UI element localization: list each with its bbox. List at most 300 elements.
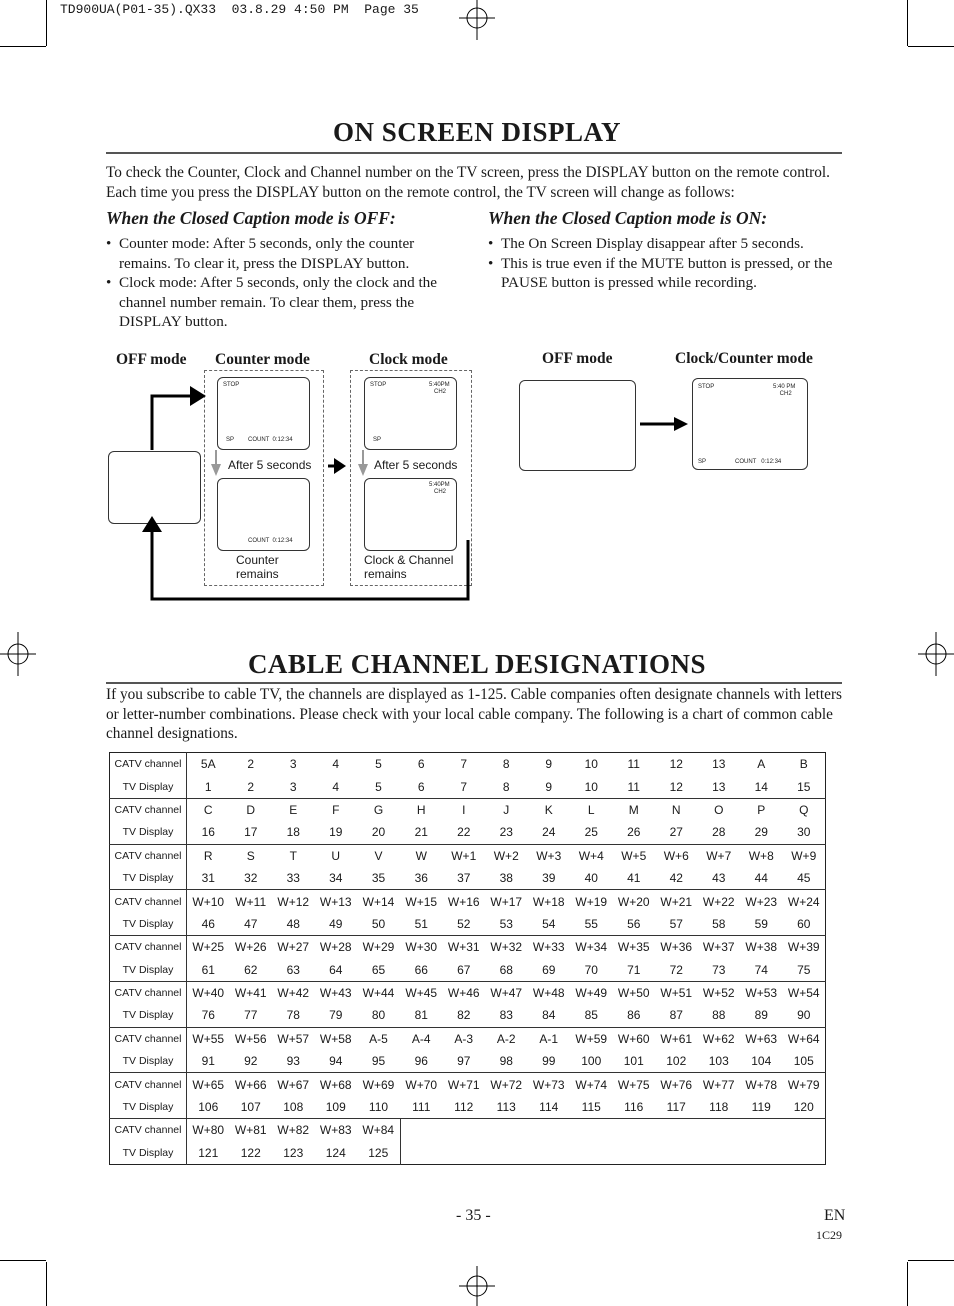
- cc-on-list: [488, 234, 848, 293]
- tv-display-cell: 27: [669, 825, 683, 840]
- catv-channel-cell: W+24: [783, 890, 826, 913]
- tv-display-cell: 2: [247, 779, 255, 794]
- clock-channel-remains-label: Clock & Channel remains: [364, 553, 454, 581]
- page-code: 1C29: [816, 1228, 843, 1242]
- catv-channel-cell: W+14: [357, 890, 400, 913]
- tv-display-cell: 59: [754, 916, 768, 931]
- screen-sp-text: SP: [226, 437, 235, 443]
- catv-channel-cell: W+58: [315, 1027, 358, 1050]
- screen-time-text: 5:40PM CH2: [429, 482, 450, 495]
- tv-display-cell: 67: [457, 962, 471, 977]
- row-label: CATV channel: [110, 753, 187, 776]
- tv-display-cell: 48: [286, 916, 300, 931]
- tv-display-cell: 70: [584, 962, 598, 977]
- catv-channel-cell: W+75: [613, 1073, 656, 1096]
- row-label: TV Display: [110, 1096, 187, 1119]
- catv-channel-cell: N: [655, 798, 698, 821]
- cc-on-bullet: • The On Screen Display disappear after 5 seconds.: [488, 234, 848, 254]
- tv-display-cell: 125: [357, 1142, 400, 1165]
- screen-time-text: 5:40PM CH2: [429, 382, 450, 395]
- tv-display-cell: 82: [457, 1008, 471, 1023]
- cable-title: CABLE CHANNEL DESIGNATIONS: [247, 649, 707, 679]
- tv-display-row: [110, 821, 826, 844]
- crop-mark: [907, 0, 908, 46]
- tv-display-cell: 1: [204, 779, 212, 794]
- catv-channel-cell: W+10: [187, 890, 230, 913]
- catv-channel-cell: W+11: [230, 890, 273, 913]
- row-label: CATV channel: [110, 1027, 187, 1050]
- tv-display-cell: 105: [793, 1054, 814, 1069]
- row-label: CATV channel: [110, 844, 187, 867]
- tv-display-cell: 112: [454, 1100, 474, 1115]
- tv-display-cell: 91: [201, 1054, 215, 1069]
- tv-display-cell: 124: [325, 1145, 346, 1160]
- tv-display-cell: 37: [457, 871, 471, 886]
- catv-channel-cell: W+7: [698, 844, 741, 867]
- catv-channel-cell: W+26: [230, 936, 273, 959]
- mode-flow-arrows: [100, 380, 480, 605]
- catv-channel-cell: W+82: [272, 1119, 315, 1142]
- tv-display-cell: 119: [751, 1100, 771, 1115]
- off-mode-label: OFF mode: [116, 351, 187, 368]
- catv-channel-cell: W+45: [400, 981, 443, 1004]
- tv-display-cell: 14: [754, 779, 768, 794]
- cc-off-heading: When the Closed Caption mode is OFF:: [106, 208, 396, 228]
- tv-display-cell: 115: [581, 1100, 601, 1115]
- catv-channel-cell: 3: [289, 757, 297, 772]
- tv-display-cell: 100: [581, 1054, 602, 1069]
- tv-display-cell: 103: [708, 1054, 729, 1069]
- tv-display-cell: 123: [283, 1145, 304, 1160]
- catv-channel-cell: W+53: [740, 981, 783, 1004]
- screen-time-text: 5:40 PM CH2: [773, 384, 796, 397]
- catv-channel-cell: W+79: [783, 1073, 826, 1096]
- tv-display-row: [110, 1096, 826, 1119]
- tv-display-cell: 118: [709, 1100, 729, 1115]
- catv-channel-cell: W+2: [485, 844, 528, 867]
- catv-channel-cell: W+33: [528, 936, 571, 959]
- catv-channel-cell: W+39: [783, 936, 826, 959]
- catv-channel-cell: 2: [247, 757, 255, 772]
- catv-channel-cell: W+68: [315, 1073, 358, 1096]
- title-rule: [106, 682, 842, 684]
- catv-channel-cell: W+71: [443, 1073, 486, 1096]
- catv-channel-cell: W+67: [272, 1073, 315, 1096]
- tv-display-cell: 51: [414, 916, 428, 931]
- catv-channel-cell: W+3: [528, 844, 571, 867]
- catv-channel-cell: W+62: [698, 1027, 741, 1050]
- cc-on-bullet: • This is true even if the MUTE button is pressed, or the PAUSE button is pressed while recording.: [488, 254, 848, 293]
- tv-display-cell: 97: [457, 1054, 471, 1069]
- catv-channel-cell: 5A: [200, 757, 216, 772]
- catv-channel-cell: J: [485, 798, 528, 821]
- tv-display-cell: 74: [754, 962, 768, 977]
- tv-display-row: [110, 867, 826, 890]
- tv-display-cell: 110: [368, 1100, 389, 1115]
- tv-display-cell: 13: [712, 779, 726, 794]
- tv-display-cell: 106: [198, 1100, 219, 1115]
- tv-display-cell: 90: [797, 1008, 811, 1023]
- catv-channel-cell: W+46: [443, 981, 486, 1004]
- tv-display-cell: 15: [797, 779, 811, 794]
- catv-channel-cell: W+69: [357, 1073, 400, 1096]
- row-label: CATV channel: [110, 890, 187, 913]
- tv-display-cell: 29: [754, 825, 768, 840]
- catv-channel-cell: W+66: [230, 1073, 273, 1096]
- tv-display-cell: 55: [584, 916, 598, 931]
- cc-off-bullet: • Counter mode: After 5 seconds, only the counter remains. To clear it, press the DISPLAY button.: [106, 234, 451, 273]
- catv-channel-cell: A-3: [443, 1027, 486, 1050]
- tv-display-cell: 104: [751, 1054, 772, 1069]
- tv-display-cell: 34: [329, 871, 343, 886]
- tv-display-cell: 20: [371, 825, 386, 840]
- catv-channel-cell: A-5: [357, 1027, 400, 1050]
- catv-channel-cell: W+32: [485, 936, 528, 959]
- tv-display-cell: 42: [669, 871, 683, 886]
- crop-mark: [908, 1260, 954, 1261]
- catv-channel-cell: W+76: [655, 1073, 698, 1096]
- cc-on-heading: When the Closed Caption mode is ON:: [488, 208, 768, 228]
- tv-display-cell: 43: [712, 871, 726, 886]
- catv-channel-cell: W+17: [485, 890, 528, 913]
- catv-channel-cell: W+48: [528, 981, 571, 1004]
- registration-mark-top: [455, 0, 499, 40]
- catv-channel-cell: W+55: [187, 1027, 230, 1050]
- tv-display-cell: 122: [240, 1145, 261, 1160]
- screen-sp-text: SP: [373, 437, 382, 443]
- tv-display-cell: 69: [542, 962, 556, 977]
- tv-display-cell: 109: [325, 1100, 346, 1115]
- tv-display-cell: 36: [414, 871, 428, 886]
- catv-channel-cell: A-4: [400, 1027, 443, 1050]
- tv-display-cell: 35: [371, 871, 386, 886]
- catv-channel-cell: W+35: [613, 936, 656, 959]
- catv-channel-cell: 11: [627, 757, 640, 772]
- catv-channel-cell: W+28: [315, 936, 358, 959]
- screen-stop-text: STOP: [223, 382, 240, 388]
- tv-display-cell: 85: [584, 1008, 598, 1023]
- row-label: TV Display: [110, 1050, 187, 1073]
- file-info-header: TD900UA(P01-35).QX33 03.8.29 4:50 PM Page 35: [60, 2, 419, 17]
- tv-display-cell: 78: [286, 1008, 300, 1023]
- tv-display-cell: 26: [627, 825, 641, 840]
- catv-channel-row: [110, 844, 826, 867]
- tv-display-row: [110, 1050, 826, 1073]
- catv-channel-cell: I: [443, 798, 486, 821]
- catv-channel-cell: W+20: [613, 890, 656, 913]
- tv-display-cell: 24: [542, 825, 556, 840]
- tv-display-cell: 83: [499, 1008, 513, 1023]
- tv-display-cell: 46: [201, 916, 215, 931]
- tv-display-cell: 73: [712, 962, 726, 977]
- tv-display-cell: 57: [669, 916, 683, 931]
- tv-display-cell: 40: [584, 871, 598, 886]
- catv-channel-cell: 6: [417, 757, 425, 772]
- tv-display-cell: 93: [286, 1054, 300, 1069]
- catv-channel-cell: O: [698, 798, 741, 821]
- catv-channel-cell: G: [357, 798, 400, 821]
- catv-channel-cell: W+50: [613, 981, 656, 1004]
- tv-display-cell: 88: [712, 1008, 726, 1023]
- row-label: TV Display: [110, 1142, 187, 1165]
- catv-channel-cell: W+56: [230, 1027, 273, 1050]
- crop-mark: [0, 46, 46, 47]
- tv-display-cell: 61: [201, 962, 215, 977]
- catv-channel-cell: W+40: [187, 981, 230, 1004]
- catv-channel-cell: B: [799, 757, 808, 772]
- tv-display-cell: 7: [460, 779, 468, 794]
- catv-channel-cell: S: [230, 844, 273, 867]
- catv-channel-cell: W+70: [400, 1073, 443, 1096]
- catv-channel-cell: W+51: [655, 981, 698, 1004]
- catv-channel-cell: A-1: [528, 1027, 571, 1050]
- catv-channel-row: [110, 1119, 826, 1142]
- tv-display-cell: 21: [414, 825, 428, 840]
- tv-display-cell: 6: [417, 779, 425, 794]
- catv-channel-cell: W+65: [187, 1073, 230, 1096]
- catv-channel-cell: W+74: [570, 1073, 613, 1096]
- catv-channel-cell: K: [528, 798, 571, 821]
- catv-channel-cell: W+22: [698, 890, 741, 913]
- tv-display-cell: 81: [414, 1008, 428, 1023]
- catv-channel-cell: 4: [332, 757, 340, 772]
- tv-display-cell: 4: [332, 779, 340, 794]
- tv-display-cell: 101: [623, 1054, 644, 1069]
- tv-display-cell: 94: [329, 1054, 343, 1069]
- screen-sp-text: SP: [698, 459, 707, 465]
- tv-display-cell: 96: [414, 1054, 428, 1069]
- row-label: TV Display: [110, 821, 187, 844]
- row-label: TV Display: [110, 1004, 187, 1027]
- catv-channel-cell: W+6: [655, 844, 698, 867]
- crop-mark: [46, 0, 47, 46]
- catv-channel-cell: W+9: [783, 844, 826, 867]
- catv-channel-cell: W+31: [443, 936, 486, 959]
- crop-mark: [46, 1262, 47, 1306]
- crop-mark: [907, 1262, 908, 1306]
- clock-mode-label: Clock mode: [369, 351, 448, 368]
- catv-channel-cell: 10: [584, 757, 598, 772]
- catv-channel-cell: 12: [669, 757, 683, 772]
- catv-channel-cell: W+60: [613, 1027, 656, 1050]
- catv-channel-cell: R: [187, 844, 230, 867]
- catv-channel-cell: W+19: [570, 890, 613, 913]
- catv-channel-cell: W+77: [698, 1073, 741, 1096]
- catv-channel-cell: W+83: [315, 1119, 358, 1142]
- catv-channel-cell: U: [315, 844, 358, 867]
- row-label: CATV channel: [110, 1073, 187, 1096]
- tv-display-cell: 47: [244, 916, 258, 931]
- tv-display-cell: 79: [329, 1008, 343, 1023]
- registration-mark-bottom: [455, 1266, 499, 1306]
- row-label: TV Display: [110, 959, 187, 982]
- tv-display-cell: 5: [375, 779, 382, 794]
- catv-channel-cell: W+18: [528, 890, 571, 913]
- tv-display-cell: 120: [793, 1100, 814, 1115]
- catv-channel-cell: W+38: [740, 936, 783, 959]
- counter-mode-label: Counter mode: [215, 351, 310, 368]
- tv-display-cell: 107: [240, 1100, 261, 1115]
- row-label: CATV channel: [110, 981, 187, 1004]
- cable-intro: If you subscribe to cable TV, the channels are displayed as 1-125. Cable companies often designate channels with letters or letter-number combinations. Please check with your local cable company. The following is a chart of common cable channel designations.: [106, 686, 843, 742]
- tv-display-cell: 62: [244, 962, 258, 977]
- row-label: TV Display: [110, 913, 187, 936]
- tv-display-cell: 16: [201, 825, 215, 840]
- catv-channel-cell: H: [400, 798, 443, 821]
- catv-channel-cell: Q: [783, 798, 826, 821]
- tv-display-cell: 76: [201, 1008, 215, 1023]
- catv-channel-cell: C: [187, 798, 230, 821]
- tv-display-cell: 121: [198, 1145, 219, 1160]
- catv-channel-cell: W+78: [740, 1073, 783, 1096]
- screen-stop-text: STOP: [698, 384, 715, 390]
- catv-channel-cell: W+54: [783, 981, 826, 1004]
- catv-channel-cell: W+41: [230, 981, 273, 1004]
- catv-channel-row: [110, 890, 826, 913]
- catv-channel-cell: T: [272, 844, 315, 867]
- tv-display-cell: 25: [584, 825, 598, 840]
- tv-display-cell: 58: [712, 916, 726, 931]
- catv-channel-cell: W+25: [187, 936, 230, 959]
- catv-channel-cell: 9: [545, 757, 553, 772]
- osd-title: ON SCREEN DISPLAY: [332, 117, 622, 147]
- tv-display-cell: 3: [289, 779, 297, 794]
- tv-display-cell: 32: [244, 871, 258, 886]
- cc-off-list: [106, 234, 451, 332]
- catv-channel-row: [110, 1073, 826, 1096]
- tv-display-cell: 23: [499, 825, 513, 840]
- title-rule: [106, 152, 842, 154]
- catv-channel-cell: W+29: [357, 936, 400, 959]
- catv-channel-cell: W+13: [315, 890, 358, 913]
- catv-channel-cell: W+59: [570, 1027, 613, 1050]
- row-label: TV Display: [110, 867, 187, 890]
- catv-channel-cell: W+12: [272, 890, 315, 913]
- catv-channel-cell: W+4: [570, 844, 613, 867]
- catv-channel-cell: W+16: [443, 890, 486, 913]
- row-label: CATV channel: [110, 798, 187, 821]
- tv-display-cell: 31: [201, 871, 215, 886]
- tv-display-cell: 63: [286, 962, 300, 977]
- row-label: TV Display: [110, 775, 187, 798]
- on-mode-arrow: [638, 414, 690, 434]
- tv-display-cell: 53: [499, 916, 513, 931]
- catv-channel-cell: D: [230, 798, 273, 821]
- tv-display-cell: 65: [371, 962, 386, 977]
- cc-off-bullet: • Clock mode: After 5 seconds, only the clock and the channel number remain. To clear them, press the DISPLAY button.: [106, 273, 451, 332]
- tv-display-row: [110, 913, 826, 936]
- counter-remains-label: Counter remains: [236, 553, 279, 581]
- tv-display-cell: 8: [502, 779, 510, 794]
- tv-display-cell: 117: [666, 1100, 686, 1115]
- tv-display-cell: 49: [329, 916, 343, 931]
- screen-count-text: COUNT 0:12:34: [735, 459, 782, 465]
- osd-intro: To check the Counter, Clock and Channel number on the TV screen, press the DISPLAY button on the remote control. Each time you press the DISPLAY button on the remote control, the TV screen will change as follows:: [106, 164, 830, 201]
- tv-display-cell: 12: [669, 779, 683, 794]
- tv-display-cell: 28: [712, 825, 726, 840]
- tv-display-cell: 45: [797, 871, 811, 886]
- tv-display-cell: 72: [669, 962, 683, 977]
- catv-channel-cell: 13: [712, 757, 726, 772]
- catv-channel-cell: W+21: [655, 890, 698, 913]
- tv-display-cell: 92: [244, 1054, 258, 1069]
- catv-channel-cell: W+27: [272, 936, 315, 959]
- catv-channel-cell: W+52: [698, 981, 741, 1004]
- catv-channel-row: [110, 981, 826, 1004]
- catv-channel-cell: W+63: [740, 1027, 783, 1050]
- tv-display-row: [110, 775, 826, 798]
- tv-display-cell: 113: [496, 1100, 516, 1115]
- tv-display-cell: 54: [542, 916, 556, 931]
- catv-channel-cell: 7: [460, 757, 468, 772]
- screen-stop-text: STOP: [370, 382, 387, 388]
- tv-display-cell: 87: [669, 1008, 683, 1023]
- clock-counter-mode-label: Clock/Counter mode: [675, 350, 813, 367]
- catv-channel-cell: W+42: [272, 981, 315, 1004]
- catv-channel-cell: L: [570, 798, 613, 821]
- tv-display-cell: 30: [797, 825, 811, 840]
- tv-display-cell: 86: [627, 1008, 641, 1023]
- catv-channel-cell: 5: [375, 757, 382, 772]
- catv-channel-cell: W+8: [740, 844, 783, 867]
- tv-display-cell: 17: [244, 825, 258, 840]
- catv-channel-cell: W+1: [443, 844, 486, 867]
- tv-display-cell: 111: [412, 1100, 431, 1115]
- row-label: CATV channel: [110, 936, 187, 959]
- tv-display-cell: 52: [457, 916, 471, 931]
- tv-display-cell: 10: [584, 779, 598, 794]
- tv-display-cell: 9: [545, 779, 553, 794]
- tv-screen-clock-counter: [692, 378, 808, 470]
- catv-channel-cell: W+72: [485, 1073, 528, 1096]
- tv-display-cell: 75: [797, 962, 811, 977]
- tv-display-cell: 64: [329, 962, 343, 977]
- language-label: EN: [824, 1207, 846, 1224]
- empty-cell: [400, 1119, 826, 1165]
- tv-display-cell: 56: [627, 916, 641, 931]
- tv-display-cell: 108: [283, 1100, 304, 1115]
- tv-screen-on-off: [519, 380, 636, 471]
- after-5-seconds-label: After 5 seconds: [228, 458, 312, 472]
- screen-count-text: COUNT 0:12:34: [248, 437, 293, 443]
- tv-display-cell: 38: [499, 871, 513, 886]
- catv-channel-cell: F: [315, 798, 358, 821]
- tv-display-row: [110, 1004, 826, 1027]
- tv-display-cell: 68: [499, 962, 513, 977]
- catv-channel-cell: W+84: [357, 1119, 400, 1142]
- catv-channel-cell: W+44: [357, 981, 400, 1004]
- crop-mark: [908, 46, 954, 47]
- tv-display-cell: 60: [797, 916, 811, 931]
- tv-display-cell: 33: [286, 871, 300, 886]
- catv-channel-cell: W+57: [272, 1027, 315, 1050]
- tv-display-cell: 95: [371, 1054, 386, 1069]
- catv-channel-cell: W+49: [570, 981, 613, 1004]
- tv-display-cell: 44: [754, 871, 768, 886]
- catv-channel-cell: A-2: [485, 1027, 528, 1050]
- catv-channel-cell: W+30: [400, 936, 443, 959]
- catv-channel-cell: A: [757, 757, 766, 772]
- catv-channel-cell: W+15: [400, 890, 443, 913]
- catv-channel-cell: W+80: [187, 1119, 230, 1142]
- catv-channel-cell: W+73: [528, 1073, 571, 1096]
- tv-display-cell: 84: [542, 1008, 556, 1023]
- catv-channel-cell: W+43: [315, 981, 358, 1004]
- tv-display-cell: 39: [542, 871, 556, 886]
- cable-channel-table: [109, 752, 826, 1165]
- catv-channel-cell: W+5: [613, 844, 656, 867]
- row-label: CATV channel: [110, 1119, 187, 1142]
